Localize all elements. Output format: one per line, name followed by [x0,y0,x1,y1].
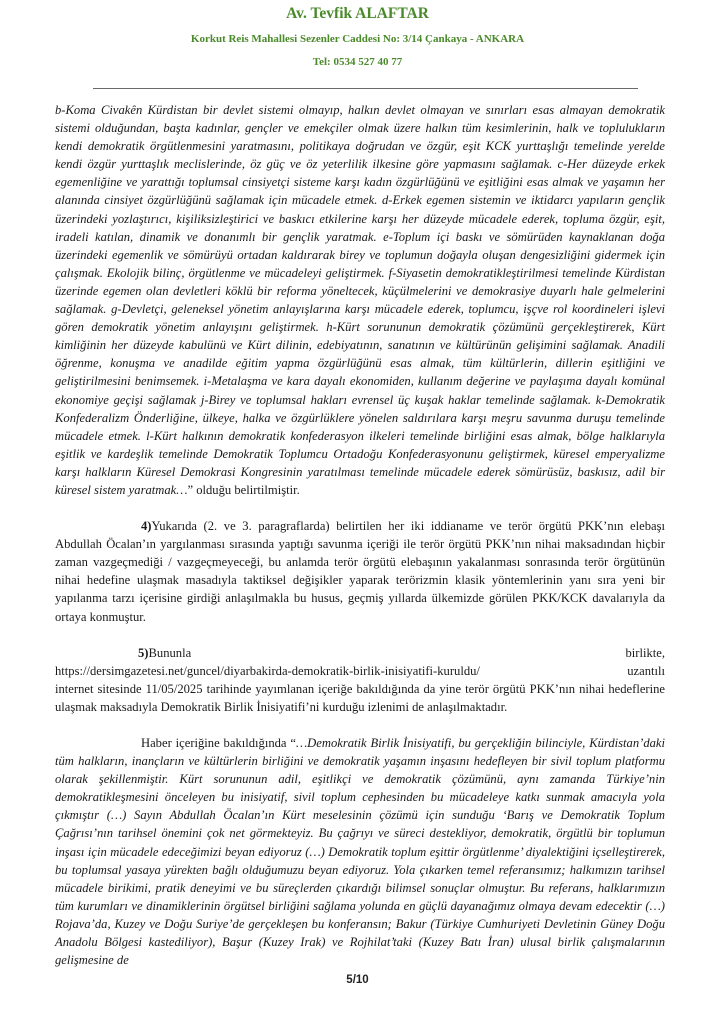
lawyer-name: Av. Tevfik ALAFTAR [286,5,429,22]
url-suffix: uzantılı [627,663,665,678]
paragraph-6 [55,734,665,969]
paragraph-6-lead: Haber içeriğine bakıldığında “ [141,736,296,750]
quote-closing: ” olduğu belirtilmiştir. [187,482,300,497]
paragraph-4-number: 4) [141,519,152,534]
paragraph-5-text: internet sitesinde 11/05/2025 tarihinde yayımlanan içeriğe bakıldığında da yine terör örgütü PKK’nın nihai hedeflerine ulaşmak maksadıyla Demokratik Birlik İnisiyatifi’ni kurduğu izlenimi de anlaşılmaktadır. [55,681,665,714]
paragraph-5-url-line [55,662,665,680]
paragraph-5 [55,644,665,662]
source-url[interactable]: https://dersimgazetesi.net/guncel/diyarbakirda-demokratik-birlik-inisiyatifi-kuruldu/ [55,663,480,678]
document-body [55,101,665,969]
paragraph-4-text: Yukarıda (2. ve 3. paragraflarda) belirtilen her iki iddianame ve terör örgütü PKK’nın elebaşı Abdullah Öcalan’ın yargılanması sırasında yaptığı savunma içeriği ile terör örgütü PKK’nın nihai maksadından hiçbir zaman vazgeçmediği / vazgeçmeyeceği, bu anlamda terör örgütü elebaşının yakalanması sonrasında terör örgütünün nihai hedefine ulaşmak masadıyla taktiksel değişikler yaparak terörizmin klasik yöntemlerinin yanı sıra yeni bir yapılanma tarzı içerisine girdiği anlaşılmakla bu husus, geçmiş yıllarda ülkemizde görülen PKK/KCK davalarıyla da ortaya konmuştur. [55,519,665,624]
news-quote-text: …Demokratik Birlik İnisiyatifi, bu gerçekliğin bilinciyle, Kürdistan’daki tüm halkların, inançların ve kültürlerin birliğini ve demokratik yaşamın inşasını hedefleyen bir sivil toplum platformu olarak şekillenmiştir. Kürt sorununun adil, eşitlikçi ve demokratik çözümünü, aynı zamanda Türkiye’nin demokratikleşmesini önceleyen bu inisiyatif, sivil toplum cephesinden bu mücadeleye katkı sunmak amacıyla yola çıkmıştır (…) Sayın Abdullah Öcalan’ın Kürt meselesinin çözümü için sunduğu ‘Barış ve Demokratik Toplum Çağrısı’nın tarihsel önemini çok net görmekteyiz. Bu çağrıyı ve süreci destekliyor, demokratik, örgütlü bir toplumun inşası için mücadele edeceğimizi beyan ediyoruz (…) Demokratik toplum eşittir örgütlenme’ diyalektiğini içselleştirerek, bu toplumsal yasaya yürekten bağlı olduğumuzu beyan ediyoruz. Yola çıkarken temel referansımız; halkımızın tarihsel mücadele birikimi, pratik deneyimi ve bu süreçlerden çıkardığı bilimsel sonuçlar olmuştur. Bu referans, halklarımızın tüm kurumları ve dinamiklerinin örgütsel birliğini sağlama yolunda en güçlü dayanağımız olmaya devam edecektir (…) Rojava’da, Kuzey ve Doğu Suriye’de gerçekleşen bu konferansın; Bakur (Türkiye Cumhuriyeti Devletinin Güney Doğu Anadolu Bölgesi kastediliyor), Başur (Kuzey Irak) ve Rojhilat’taki (Kuzey Batı İran) ulusal birlik çalışmalarının gelişmesine de [55,736,666,968]
header-divider [93,88,638,89]
lawyer-phone: Tel: 0534 527 40 77 [312,56,403,68]
page-number: 5/10 [346,974,369,986]
quoted-principles-paragraph [55,101,665,499]
paragraph-5-lead-right: birlikte, [625,645,665,660]
paragraph-5-number: 5) [138,645,149,660]
lawyer-address: Korkut Reis Mahallesi Sezenler Caddesi No: 3/14 Çankaya - ANKARA [190,33,525,45]
paragraph-5-lead: Bununla [148,645,192,660]
quoted-principles-text: b-Koma Civakên Kürdistan bir devlet sistemi olmayıp, halkın devlet olmayan ve sınırları esas almayan demokratik sistemi olduğundan, başta kadınlar, gençler ve emekçiler olmak üzere halkın tüm kesimlerinin, halk ve toplulukların kendi demokratik örgütlenmesini yaratmasını, politikaya doğrudan ve özgür, eşit KCK yurttaşlığı temelinde yerelde kendi özgür yurttaşlık meclislerinde, öz güç ve öz yeterlilik ilkesine göre yapmasını sağlamak. c-Her düzeyde erkek egemenliğine ve yarattığı toplumsal cinsiyetçi sisteme karşı kadın özgürlüğünü ve eşitliğini esas almak ve yaşamın her alanında cinsiyet özgürlüğünü sağlamak için mücadele etmek. d-Erkek egemen sistemin ve iktidarcı yapıların gençlik üzerindeki yozlaştırıcı, kişiliksizleştirici ve baskıcı etkilerine karşı her düzeyde mücadele ederek, topluma özgür, eşit, iradeli katılan, dinamik ve donanımlı bir gençlik yaratmak. e-Toplum içi baskı ve sömürüden kaynaklanan doğa üzerindeki egemenlik ve sömürüyü ortadan kaldırarak birey ve toplumun doğayla oluşan dengesizliğini gidermek için çalışmak. Ekolojik bilinç, örgütlenme ve mücadeleyi geliştirmek. f-Siyasetin demokratikleştirilmesi temelinde Kürdistan üzerinde egemen olan devletleri köklü bir reforma yöneltecek, küçülmelerini ve demokrasiye duyarlı hale gelmelerini sağlamak. g-Devletçi, geleneksel yönetim anlayışlarına karşı mücadele ederek, toplumcu, işçve rol koordineleri işlevi gören demokratik yönetim anlayışını geliştirmek. h-Kürt sorununun demokratik çözümünü gerçekleştirerek, Kürt kimliğinin her düzeyde kabulünü ve Kürt dilinin, edebiyatının, sanatının ve kültürünün gelişimini sağlamak. Anadili öğrenme, konuşma ve anadilde eğitim yapma özgürlüğünü esas almak, tüm kültürlerin, dillerin eşitliğini ve geliştirilmesini benimsemek. i-Metalaşma ve kara dayalı ekonomiden, kullanım değerine ve paylaşıma dayalı komünal ekonomiye geçişi sağlamak j-Birey ve toplumsal hakları evrensel üç kuşak haklar temelinde sağlamak. k-Demokratik Konfederalizm Önderliğine, ülkeye, halka ve özgürlüklere yönelen saldırılara karşı meşru savunma duruşu temelinde mücadele etmek. l-Kürt halkının demokratik konfederasyon ilkeleri temelinde birliğini esas almak, bölge halklarıyla eşitlik ve kardeşlik temelinde Demokratik Toplumcu Ortadoğu Konfederasyonunu geliştirmek, küresel emperyalizme karşı halkların Küresel Demokrasi Kongresinin yaratılması temelinde mücadele ederek sömürüsüz, baskısız, adil bir küresel sistem yaratmak… [55,103,665,497]
paragraph-4 [55,517,665,626]
